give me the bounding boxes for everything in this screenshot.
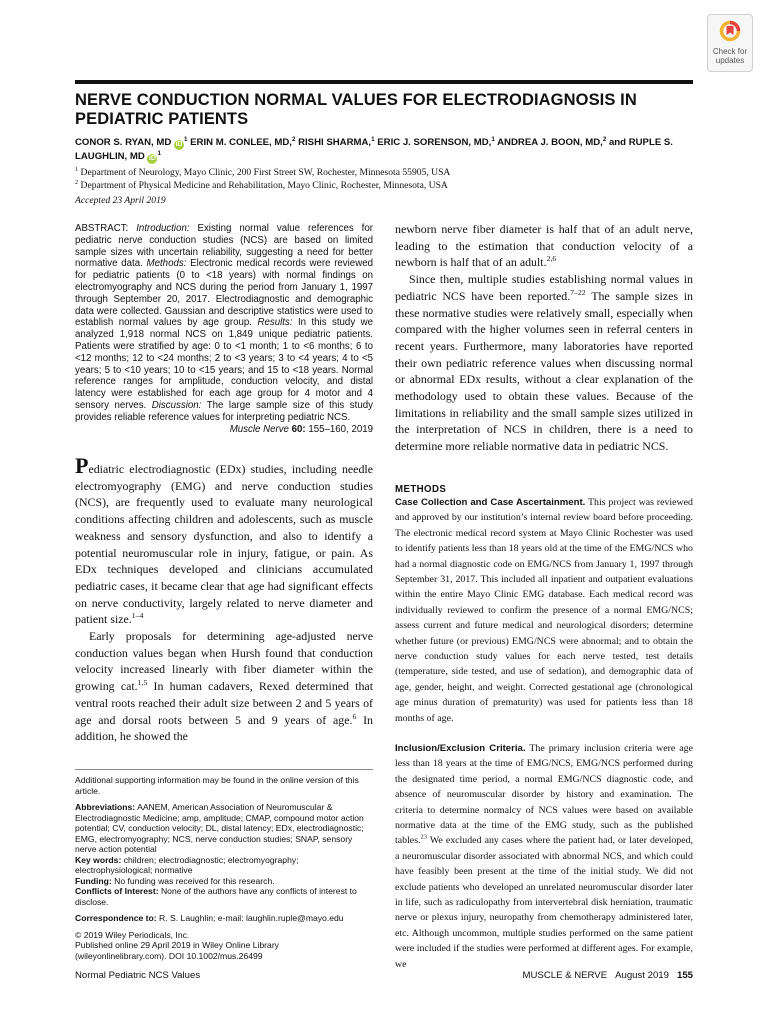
badge-line-1: Check for bbox=[712, 47, 748, 56]
orcid-icon[interactable]: iD bbox=[148, 155, 156, 162]
body-paragraph: Early proposals for determining age-adjusted nerve conduction values began when Hursh found that conduction velocity increased linearly with fiber diameter within the growing cat.$^{1,5}$ In human cadavers, Rexed determined that ventral roots reached their adult size between 2 and 5 years of age and dorsal roots between 5 and 9 years of age.$^6$ In addition, he showed the bbox=[75, 629, 374, 744]
footnotes: Additional supporting information may be found in the online version of this article. Abbreviations: AANEM, American Association of Neuromuscular & Electrodiagnostic Medicine; amp, amplitude; CMAP, compound motor action potential; CV, conduction velocity; DL, distal latency; EDx, electrodiagnostic; EMG, electromyography; NCS, nerve conduction studies; SNAP, sensory nerve action potential Key words: children; electrodiagnostic; electromyography; electrophysiological; normative Funding: No funding was received for this research. Conflicts of Interest: None of the authors have any conflicts of interest to disclose. Correspondence to: R. S. Laughlin; e-mail: laughlin.ruple@mayo.edu © 2019 Wiley Periodicals, Inc. Published online 29 April 2019 in Wiley Online Library (wileyonlinelibrary.com). DOI 10.1002/mus.26499 bbox=[75, 769, 373, 961]
section-heading-methods: METHODS bbox=[395, 484, 447, 495]
affiliations bbox=[75, 167, 695, 192]
badge-line-2: updates bbox=[715, 56, 745, 65]
author-name: CONOR S. RYAN, MD bbox=[75, 137, 172, 148]
running-footer-title: Normal Pediatric NCS Values bbox=[75, 970, 201, 981]
reference-link[interactable]: 1–4 bbox=[131, 611, 144, 621]
methods-section bbox=[395, 484, 693, 726]
check-for-updates-icon bbox=[719, 20, 741, 42]
reference-link[interactable]: 6 bbox=[352, 711, 357, 721]
author-name: ANDREA J. BOON, MD, bbox=[497, 137, 603, 148]
abstract: ABSTRACT: Introduction: Existing normal value references for pediatric nerve conduction studies (NCS) are based on limited sample sizes with uncertain reliability, suggesting a need for better normative data. Methods: Electronic medical records were reviewed for pediatric patients (0 to <18 years) with normal findings on electromyography and NCS during the period from January 1, 1997 through September 20, 2017. Electrodiagnostic and demographic data were collected. Gaussian and descriptive statistics were used to establish normal values by age group. Results: In this study we analyzed 1,918 normal NCS on 1,849 unique pediatric patients. Patients were stratified by age: 0 to <1 month; 1 to <6 months; 6 to <12 months; 12 to <24 months; 2 to <3 years; 3 to <4 years; 4 to <5 years; 5 to <10 years; 10 to <15 years; and 15 to <18 years. Normal reference ranges for amplitude, conduction velocity, and distal latency were established for each age group for 4 motor and 4 sensory nerves. Discussion: The large sample size of this study provides reliable reference values for interpreting pediatric NCS. Muscle Nerve 60: 155–160, 2019 bbox=[75, 223, 373, 435]
inclusion-criteria-section: Inclusion/Exclusion Criteria. The primary inclusion criteria were age less than 18 years at the time of EMG/NCS, EMG/NCS performed during the designated time period, a normal EMG/NCS diagnostic code, and absence of neuromuscular disorder by history and examination. The criteria to determine normalcy of NCS values were based on available normative data at the time of the EMG study, such as the published tables.$^{23}$ We excluded any cases where the patient had, or later developed, a neuromuscular disorder associated with abnormal NCS, and which could have feasibly been present at the time of the initial study. We did not exclude patients who developed an unrelated neuromuscular disorder later in life, such as radiculopathy from intervertebral disk herniation, traumatic nerve or plexus injury, neuropathy from chemotherapy administered later, etc. Although uncommon, multiple studies performed on the same patient were included if the studies were performed at different ages. For example, we bbox=[395, 743, 694, 970]
affiliation-1: $^1$ Department of Neurology, Mayo Clinic, 200 First Street SW, Rochester, Minnesota 55905, USA bbox=[75, 165, 451, 178]
author-name: RISHI SHARMA, bbox=[298, 137, 372, 148]
orcid-icon[interactable]: iD bbox=[175, 141, 183, 148]
abstract-citation: Muscle Nerve 60: 155–160, 2019 bbox=[229, 423, 373, 435]
doi-link[interactable]: (wileyonlinelibrary.com). DOI 10.1002/mus.26499 bbox=[75, 950, 263, 961]
body-paragraph: newborn nerve fiber diameter is half that of an adult nerve, leading to the estimation that conduction velocity of a newborn is half that of an adult.$^{2,6}$ bbox=[395, 222, 693, 270]
reference-link[interactable]: 23 bbox=[420, 834, 427, 842]
body-text-left bbox=[75, 453, 374, 745]
author-list: CONOR S. RYAN, MD $iD^1$ ERIN M. CONLEE, MD,$^2$ RISHI SHARMA,$^1$ ERIC J. SORENSON, MD,$^1$ ANDREA J. BOON, MD,$^2$ and RUPLE S. LAUGHLIN, MD $iD^1$ bbox=[75, 135, 673, 162]
affiliation-2: $^2$ Department of Physical Medicine and Rehabilitation, Mayo Clinic, Rochester, Minnesota, USA bbox=[75, 178, 448, 191]
reference-link[interactable]: 1,5 bbox=[137, 678, 148, 688]
author-name: ERIN M. CONLEE, MD, bbox=[190, 137, 292, 148]
running-footer-journal: MUSCLE & NERVE August 2019 155 bbox=[522, 970, 693, 981]
check-for-updates-badge[interactable] bbox=[707, 14, 753, 72]
reference-link[interactable]: 2,6 bbox=[546, 254, 557, 264]
author-name: ERIC J. SORENSON, MD, bbox=[377, 137, 492, 148]
reference-link[interactable]: 7–22 bbox=[570, 287, 586, 297]
body-paragraph: Since then, multiple studies establishing normal values in pediatric NCS have been reported.$^{7-22}$ The sample sizes in these normative studies were relatively small, especially when compared with the higher volumes seen in referral centers in recent years. Furthermore, many laboratories have reported their own pediatric reference values when discussing normal or abnormal EDx results, without a clear explanation of the methodology used to obtain these values. Because of the limitations in reliability and the small sample sizes utilized in the interpretation of NCS in children, there is a need to determine more reliable normative data in pediatric NCS. bbox=[395, 272, 693, 454]
methods-case-collection: Case Collection and Case Ascertainment. This project was reviewed and approved by our institution’s internal review board before proceeding. The electronic medical record system at Mayo Clinic Rochester was used to identify patients less than 18 years old at the time of the EMG/NCS who had a normal diagnostic code on EMG/NCS from January 1, 1997 through September 31, 2017. This included all inpatient and outpatient evaluations within the entire Mayo Clinic EMG database. Each medical record was individually reviewed to confirm the presence of a normal EMG/NCS; assess current and future medical and neurological disorders; determine whether future (or previous) EMG/NCS were abnormal; and to obtain the nerve conduction study values for each nerve tested, test details (temperature, side tested, and use of sedation), and demographic data of age, gender, height, and weight. Corrected gestational age (chronological age minus duration of prematurity) was used for patients less than 18 months of age. bbox=[395, 497, 693, 724]
page-number: 155 bbox=[676, 970, 693, 981]
body-text-right bbox=[395, 221, 693, 455]
correspondence-email[interactable]: R. S. Laughlin; e-mail: laughlin.ruple@mayo.edu bbox=[159, 913, 344, 923]
title-rule bbox=[75, 80, 693, 84]
body-paragraph: Pediatric electrodiagnostic (EDx) studies, including needle electromyography (EMG) and nerve conduction studies (NCS), are frequently used to evaluate many neurological conditions affecting children and adolescents, such as muscle weakness and sensory dysfunction, and also to identify a potential neuromuscular role in injury, fatigue, or pain. As EDx techniques developed and clinicians accumulated pediatric cases, it became clear that age had significant effects on nerve conductivity, largely related to nerve diameter and patient size.$^{1-4}$ bbox=[75, 453, 373, 627]
author-and: and bbox=[608, 137, 627, 148]
article-title: NERVE CONDUCTION NORMAL VALUES FOR ELECTRODIAGNOSIS IN PEDIATRIC PATIENTS bbox=[75, 91, 637, 128]
accepted-date: Accepted 23 April 2019 bbox=[75, 195, 166, 206]
author-name: RUPLE S. LAUGHLIN, MD bbox=[75, 137, 673, 162]
